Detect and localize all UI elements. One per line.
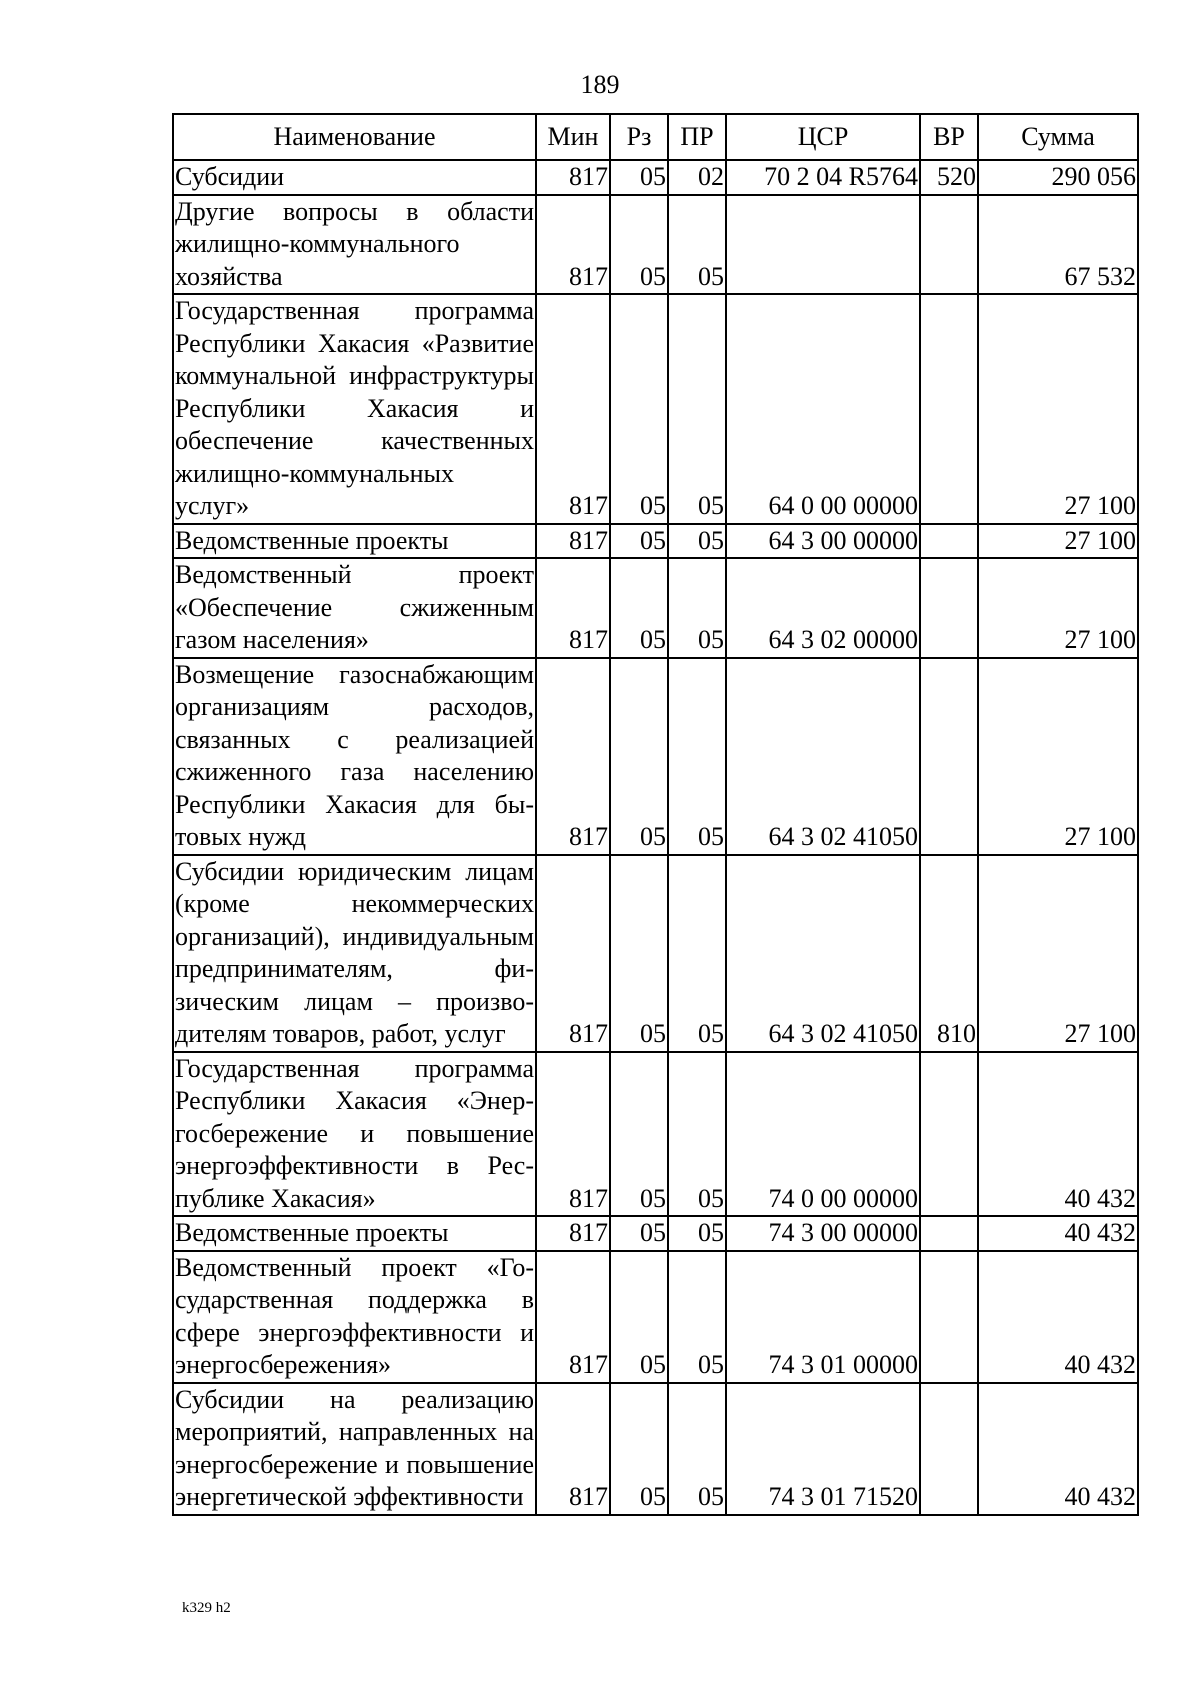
table-row xyxy=(173,658,1138,855)
cell-name: Ведомственные проекты xyxy=(173,1216,536,1251)
cell-pr: 02 xyxy=(668,160,726,195)
cell-rz: 05 xyxy=(610,1251,668,1383)
cell-vr xyxy=(920,294,978,524)
cell-sum: 27 100 xyxy=(978,855,1138,1052)
cell-name: Ведомственный проект «Государственная поддержка в сфере энергоэффективности и энергосбережения» xyxy=(173,1251,536,1383)
cell-vr xyxy=(920,1383,978,1515)
cell-min: 817 xyxy=(536,524,610,559)
cell-min: 817 xyxy=(536,855,610,1052)
cell-min: 817 xyxy=(536,558,610,658)
cell-pr: 05 xyxy=(668,1251,726,1383)
header-pr: ПР xyxy=(668,114,726,160)
cell-min: 817 xyxy=(536,1052,610,1217)
cell-rz: 05 xyxy=(610,855,668,1052)
cell-pr: 05 xyxy=(668,1383,726,1515)
cell-pr: 05 xyxy=(668,195,726,295)
cell-name: Возмещение газоснабжающим организациям расходов, связанных с реализацией сжиженного газа населению Республики Хакасия для бытовых нужд xyxy=(173,658,536,855)
table-row xyxy=(173,1251,1138,1383)
cell-vr xyxy=(920,195,978,295)
cell-name: Государственная программа Республики Хакасия «Развитие коммунальной инфраструктуры Республики Хакасия и обеспечение качественных жилищно-коммунальных услуг» xyxy=(173,294,536,524)
cell-rz: 05 xyxy=(610,1383,668,1515)
cell-csr: 64 3 02 41050 xyxy=(726,658,920,855)
header-name: Наименование xyxy=(173,114,536,160)
cell-rz: 05 xyxy=(610,160,668,195)
page-number: 189 xyxy=(580,70,620,99)
cell-vr: 810 xyxy=(920,855,978,1052)
header-min: Мин xyxy=(536,114,610,160)
cell-sum: 290 056 xyxy=(978,160,1138,195)
cell-name: Субсидии юридическим лицам (кроме некоммерческих организаций), индивидуальным предпринимателям, физическим лицам – производителям товаров, работ, услуг xyxy=(173,855,536,1052)
table-row xyxy=(173,195,1138,295)
cell-sum: 27 100 xyxy=(978,658,1138,855)
table-row xyxy=(173,1383,1138,1515)
cell-sum: 40 432 xyxy=(978,1251,1138,1383)
table-row xyxy=(173,294,1138,524)
cell-pr: 05 xyxy=(668,855,726,1052)
table-row xyxy=(173,558,1138,658)
cell-csr: 74 3 00 00000 xyxy=(726,1216,920,1251)
cell-name: Другие вопросы в области жилищно-коммунального хозяйства xyxy=(173,195,536,295)
table-row xyxy=(173,1216,1138,1251)
header-csr: ЦСР xyxy=(726,114,920,160)
cell-rz: 05 xyxy=(610,1216,668,1251)
cell-name: Ведомственный проект «Обеспечение сжиженным газом населения» xyxy=(173,558,536,658)
cell-csr: 74 3 01 71520 xyxy=(726,1383,920,1515)
cell-vr xyxy=(920,558,978,658)
cell-pr: 05 xyxy=(668,658,726,855)
cell-pr: 05 xyxy=(668,558,726,658)
cell-rz: 05 xyxy=(610,195,668,295)
table-row xyxy=(173,160,1138,195)
cell-rz: 05 xyxy=(610,524,668,559)
cell-min: 817 xyxy=(536,658,610,855)
cell-min: 817 xyxy=(536,294,610,524)
cell-csr: 64 3 00 00000 xyxy=(726,524,920,559)
cell-sum: 67 532 xyxy=(978,195,1138,295)
footer-code: k329 h2 xyxy=(182,1600,231,1616)
cell-rz: 05 xyxy=(610,294,668,524)
cell-csr: 74 3 01 00000 xyxy=(726,1251,920,1383)
budget-table xyxy=(172,113,1139,1516)
cell-name: Субсидии на реализацию мероприятий, направленных на энергосбережение и повышение энергетической эффективности xyxy=(173,1383,536,1515)
cell-vr xyxy=(920,658,978,855)
cell-csr: 64 3 02 41050 xyxy=(726,855,920,1052)
cell-pr: 05 xyxy=(668,1052,726,1217)
cell-min: 817 xyxy=(536,1383,610,1515)
cell-name: Ведомственные проекты xyxy=(173,524,536,559)
cell-sum: 27 100 xyxy=(978,524,1138,559)
cell-sum: 40 432 xyxy=(978,1383,1138,1515)
cell-csr: 64 0 00 00000 xyxy=(726,294,920,524)
header-sum: Сумма xyxy=(978,114,1138,160)
cell-min: 817 xyxy=(536,160,610,195)
table-header-row xyxy=(173,114,1138,160)
cell-name: Государственная программа Республики Хакасия «Энергосбережение и повышение энергоэффективности в Республике Хакасия» xyxy=(173,1052,536,1217)
cell-csr: 64 3 02 00000 xyxy=(726,558,920,658)
cell-name: Субсидии xyxy=(173,160,536,195)
cell-csr: 70 2 04 R5764 xyxy=(726,160,920,195)
cell-sum: 27 100 xyxy=(978,294,1138,524)
table-row xyxy=(173,855,1138,1052)
header-rz: Рз xyxy=(610,114,668,160)
cell-pr: 05 xyxy=(668,524,726,559)
table-row xyxy=(173,1052,1138,1217)
cell-vr xyxy=(920,1216,978,1251)
cell-vr xyxy=(920,524,978,559)
table-row xyxy=(173,524,1138,559)
cell-rz: 05 xyxy=(610,1052,668,1217)
cell-pr: 05 xyxy=(668,294,726,524)
cell-vr xyxy=(920,1052,978,1217)
cell-min: 817 xyxy=(536,195,610,295)
cell-rz: 05 xyxy=(610,558,668,658)
cell-pr: 05 xyxy=(668,1216,726,1251)
cell-sum: 27 100 xyxy=(978,558,1138,658)
cell-csr: 74 0 00 00000 xyxy=(726,1052,920,1217)
cell-vr: 520 xyxy=(920,160,978,195)
header-vr: ВР xyxy=(920,114,978,160)
cell-vr xyxy=(920,1251,978,1383)
cell-sum: 40 432 xyxy=(978,1052,1138,1217)
cell-min: 817 xyxy=(536,1251,610,1383)
cell-sum: 40 432 xyxy=(978,1216,1138,1251)
cell-rz: 05 xyxy=(610,658,668,855)
cell-csr xyxy=(726,195,920,295)
cell-min: 817 xyxy=(536,1216,610,1251)
